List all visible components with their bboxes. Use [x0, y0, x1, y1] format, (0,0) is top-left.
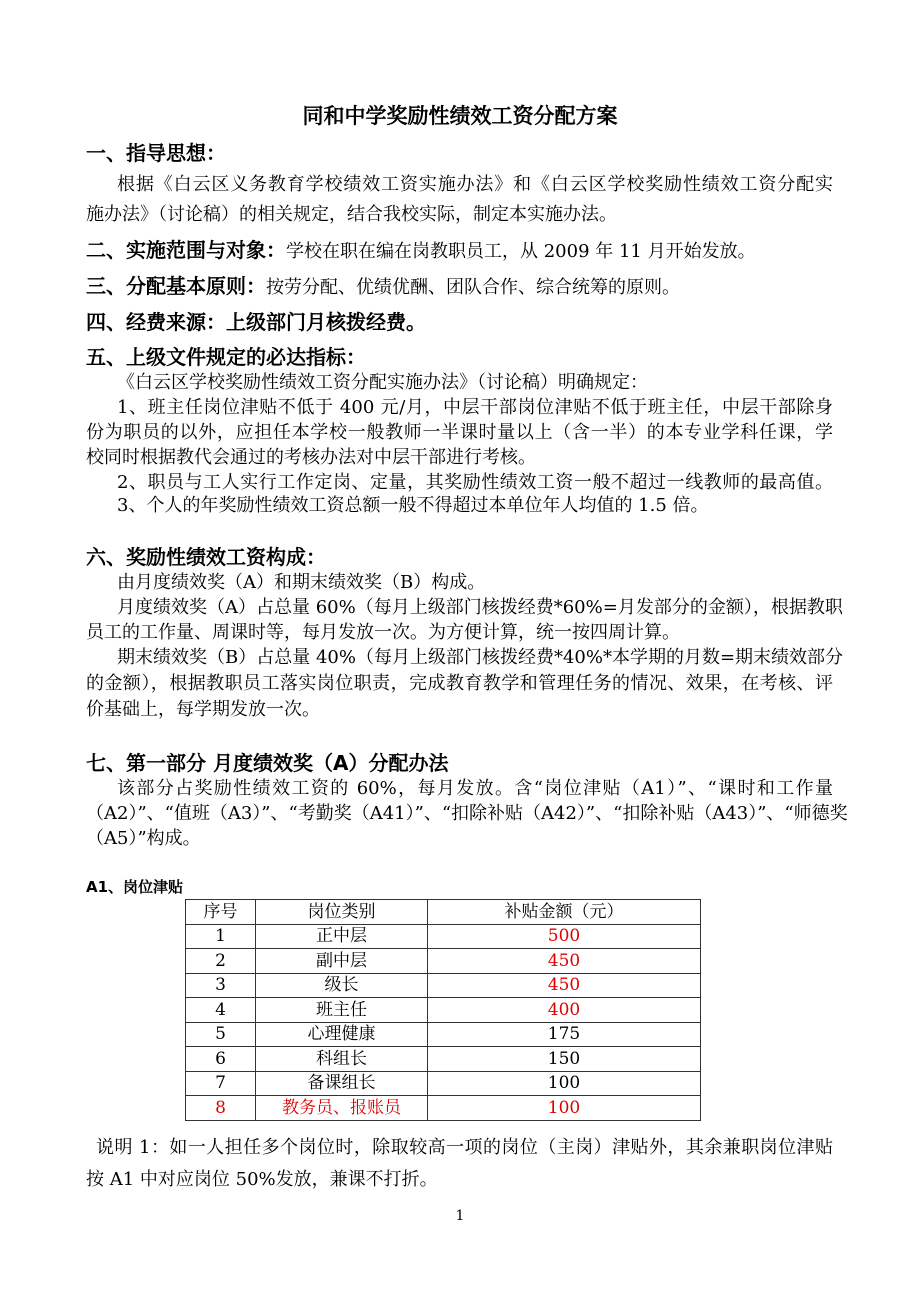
allowance-amount: 100 [428, 1096, 701, 1121]
paragraph-line: （A5）”构成。 [86, 828, 201, 849]
row-number: 6 [186, 1047, 256, 1072]
position-type: 班主任 [256, 998, 428, 1023]
allowance-amount: 100 [428, 1071, 701, 1096]
paragraph-line: 2、职员与工人实行工作定岗、定量，其奖励性绩效工资一般不超过一线教师的最高值。 [117, 472, 833, 493]
position-type: 科组长 [256, 1047, 428, 1072]
paragraph-line: 1、班主任岗位津贴不低于 400 元/月，中层干部岗位津贴不低于班主任，中层干部除身 [117, 397, 833, 418]
paragraph-line: 该部分占奖励性绩效工资的 60%，每月发放。含“岗位津贴（A1）”、“课时和工作量 [117, 778, 833, 799]
table-row [186, 1096, 701, 1121]
paragraph-line: 期末绩效奖（B）占总量 40%（每月上级部门核拨经费*40%*本学期的月数=期末绩效部分 [117, 647, 844, 668]
row-number: 7 [186, 1071, 256, 1096]
allowance-amount: 450 [428, 973, 701, 998]
paragraph-line: 施办法》（讨论稿）的相关规定，结合我校实际，制定本实施办法。 [86, 204, 617, 225]
paragraph-line: 月度绩效奖（A）占总量 60%（每月上级部门核拨经费*60%=月发部分的金额），根据教职 [117, 597, 843, 618]
row-number: 4 [186, 998, 256, 1023]
section-3-text: 按劳分配、优绩优酬、团队合作、综合统筹的原则。 [266, 277, 680, 298]
position-type: 心理健康 [256, 1022, 428, 1047]
paragraph-line: 份为职员的以外，应担任本学校一般教师一半课时量以上（含一半）的本专业学科任课，学 [86, 422, 833, 443]
table-row [186, 998, 701, 1023]
paragraph-line: 3、个人的年奖励性绩效工资总额一般不得超过本单位年人均值的 1.5 倍。 [117, 495, 709, 516]
position-type: 正中层 [256, 924, 428, 949]
section-2-text: 学校在职在编在岗教职员工，从 2009 年 11 月开始发放。 [286, 241, 756, 262]
paragraph-line: 价基础上，每学期发放一次。 [86, 699, 320, 720]
row-number: 1 [186, 924, 256, 949]
table-row [186, 949, 701, 974]
table-row [186, 1047, 701, 1072]
paragraph-line: 的金额），根据教职员工落实岗位职责，完成教育教学和管理任务的情况、效果，在考核、评 [86, 673, 833, 694]
paragraph-line: 员工的工作量、周课时等，每月发放一次。为方便计算，统一按四周计算。 [86, 622, 680, 643]
paragraph-line: 根据《白云区义务教育学校绩效工资实施办法》和《白云区学校奖励性绩效工资分配实 [117, 174, 833, 195]
allowance-amount: 175 [428, 1022, 701, 1047]
header-type: 岗位类别 [256, 900, 428, 925]
header-amount: 补贴金额（元） [428, 900, 701, 925]
paragraph-line: 校同时根据教代会通过的考核办法对中层干部进行考核。 [86, 447, 536, 468]
position-type: 教务员、报账员 [256, 1096, 428, 1121]
row-number: 3 [186, 973, 256, 998]
table-row [186, 1022, 701, 1047]
allowance-amount: 450 [428, 949, 701, 974]
table-row [186, 924, 701, 949]
row-number: 2 [186, 949, 256, 974]
position-type: 副中层 [256, 949, 428, 974]
table-header-row [186, 900, 701, 925]
section-3 [86, 274, 833, 300]
allowance-amount: 400 [428, 998, 701, 1023]
position-type: 备课组长 [256, 1071, 428, 1096]
section-2 [86, 238, 833, 264]
page-number: 1 [455, 1208, 465, 1224]
row-number: 8 [186, 1096, 256, 1121]
row-number: 5 [186, 1022, 256, 1047]
allowance-amount: 150 [428, 1047, 701, 1072]
section-4-heading: 四、经费来源：上级部门月核拨经费。 [86, 310, 426, 334]
allowance-table [185, 899, 701, 1121]
section-6-heading: 六、奖励性绩效工资构成： [86, 545, 326, 569]
allowance-amount: 500 [428, 924, 701, 949]
section-1-heading: 一、指导思想： [86, 141, 226, 165]
paragraph-line: 由月度绩效奖（A）和期末绩效奖（B）构成。 [117, 572, 486, 593]
section-3-heading: 三、分配基本原则： [86, 274, 266, 298]
header-no: 序号 [186, 900, 256, 925]
table-row [186, 1071, 701, 1096]
document-title: 同和中学奖励性绩效工资分配方案 [302, 104, 618, 128]
note-line: 按 A1 中对应岗位 50%发放，兼课不打折。 [86, 1169, 438, 1190]
position-type: 级长 [256, 973, 428, 998]
section-2-heading: 二、实施范围与对象： [86, 238, 286, 262]
table-row [186, 973, 701, 998]
section-5-heading: 五、上级文件规定的必达指标： [86, 345, 366, 369]
section-7-heading: 七、第一部分 月度绩效奖（A）分配办法 [86, 751, 449, 775]
paragraph-line: 《白云区学校奖励性绩效工资分配实施办法》（讨论稿）明确规定： [117, 372, 648, 393]
paragraph-line: （A2）”、“值班（A3）”、“考勤奖（A41）”、“扣除补贴（A42）”、“扣除补贴（A43）”、“师德奖 [86, 803, 848, 824]
note-line: 说明 1：如一人担任多个岗位时，除取较高一项的岗位（主岗）津贴外，其余兼职岗位津贴 [96, 1137, 833, 1158]
a1-subtitle: A1、岗位津贴 [86, 878, 184, 896]
